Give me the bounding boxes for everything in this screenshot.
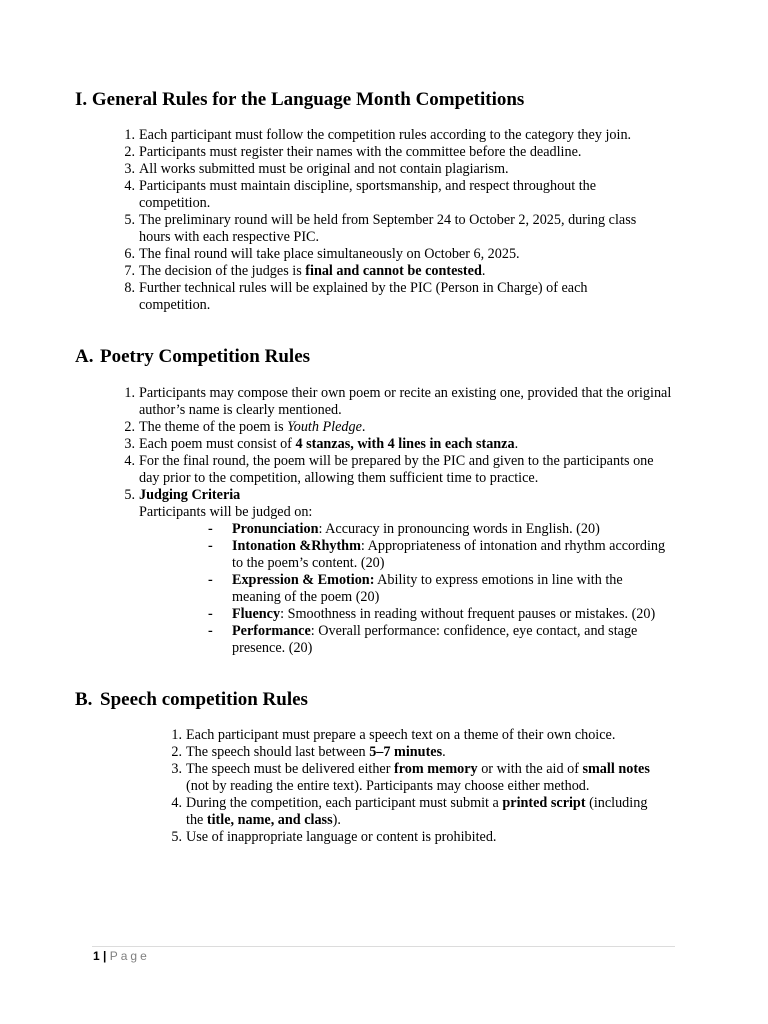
item-number: 2. bbox=[124, 144, 135, 160]
criteria-item bbox=[208, 572, 675, 606]
item-text-bold: title, name, and class bbox=[206, 812, 333, 828]
item-text-part: The theme of the poem is bbox=[139, 419, 288, 435]
item-text: The final round will take place simultaneously on October 6, 2025. bbox=[139, 246, 520, 262]
criteria-name: Fluency bbox=[232, 606, 281, 622]
item-text: Further technical rules will be explained by the PIC (Person in Charge) of each competition. bbox=[139, 280, 588, 313]
criteria-item bbox=[208, 623, 675, 657]
item-text bbox=[139, 419, 675, 436]
item-text-part: During the competition, each participant must submit a bbox=[186, 795, 503, 811]
item-text bbox=[186, 795, 667, 829]
item-text bbox=[186, 761, 667, 795]
criteria-item bbox=[208, 521, 675, 538]
item-number: 4. bbox=[171, 795, 182, 811]
item-number: 6. bbox=[124, 246, 135, 262]
item-text-bold: final and cannot be contested bbox=[305, 263, 482, 279]
criteria-item bbox=[208, 606, 675, 623]
item-text: Participants must maintain discipline, sportsmanship, and respect throughout the competition. bbox=[139, 178, 597, 211]
dash-bullet: - bbox=[208, 606, 213, 622]
item-text-part: . bbox=[514, 436, 519, 452]
page-number: 1 bbox=[93, 949, 100, 963]
poem-theme: Youth Pledge bbox=[287, 419, 362, 435]
item-number: 3. bbox=[124, 161, 135, 177]
list-item bbox=[115, 453, 675, 487]
footer-divider bbox=[92, 946, 675, 947]
item-text: Participants must register their names with the committee before the deadline. bbox=[139, 144, 582, 160]
item-number: 8. bbox=[124, 280, 135, 296]
item-text: Use of inappropriate language or content is prohibited. bbox=[186, 829, 497, 845]
item-text bbox=[139, 263, 655, 280]
list-item bbox=[115, 280, 655, 314]
section-letter: B. bbox=[75, 689, 93, 710]
item-text: Each participant must prepare a speech text on a theme of their own choice. bbox=[186, 727, 616, 743]
item-text: The preliminary round will be held from September 24 to October 2, 2025, during class hours with each respective PIC. bbox=[139, 212, 637, 245]
list-item bbox=[115, 127, 655, 144]
list-item bbox=[162, 829, 667, 846]
page-footer bbox=[93, 949, 150, 963]
item-text-bold: 4 stanzas, with 4 lines in each stanza bbox=[295, 436, 515, 452]
item-text-part: ). bbox=[332, 812, 341, 828]
item-text-part: The decision of the judges is bbox=[139, 263, 306, 279]
item-text-part: (not by reading the entire text). Participants may choose either method. bbox=[186, 778, 590, 794]
item-text bbox=[139, 436, 675, 453]
speech-rules-list bbox=[162, 727, 667, 846]
section-letter: A. bbox=[75, 346, 94, 367]
criteria-desc: Smoothness in reading without frequent pauses or mistakes. (20) bbox=[284, 606, 656, 622]
item-number: 1. bbox=[124, 385, 135, 401]
item-text: For the final round, the poem will be prepared by the PIC and given to the participants one day prior to the competition, allowing them sufficient time to practice. bbox=[139, 453, 654, 486]
criteria-sep: : bbox=[318, 521, 323, 537]
item-text-bold: small notes bbox=[582, 761, 650, 777]
item-number: 5. bbox=[171, 829, 182, 845]
criteria-sep: : bbox=[280, 606, 285, 622]
item-text: Participants may compose their own poem or recite an existing one, provided that the original author’s name is clearly mentioned. bbox=[139, 385, 672, 418]
speech-rules-heading bbox=[75, 689, 308, 711]
criteria-list bbox=[208, 521, 675, 657]
list-item bbox=[115, 419, 675, 436]
item-number: 5. bbox=[124, 487, 135, 503]
item-text-part: Each poem must consist of bbox=[139, 436, 296, 452]
item-number: 4. bbox=[124, 178, 135, 194]
item-text-part: The speech must be delivered either bbox=[186, 761, 394, 777]
list-item bbox=[115, 385, 675, 419]
list-item bbox=[115, 144, 655, 161]
list-item bbox=[162, 795, 667, 829]
criteria-name: Expression & Emotion: bbox=[232, 572, 375, 588]
list-item bbox=[115, 246, 655, 263]
list-item bbox=[162, 744, 667, 761]
item-text-part: or with the aid of bbox=[477, 761, 583, 777]
item-number: 5. bbox=[124, 212, 135, 228]
item-text bbox=[186, 744, 667, 761]
poetry-rules-heading bbox=[75, 346, 310, 368]
list-item bbox=[115, 212, 655, 246]
item-number: 7. bbox=[124, 263, 135, 279]
item-text-bold: 5–7 minutes bbox=[369, 744, 443, 760]
item-number: 4. bbox=[124, 453, 135, 469]
dash-bullet: - bbox=[208, 521, 213, 537]
criteria-desc: Overall performance: confidence, eye contact, and stage presence. (20) bbox=[232, 623, 638, 656]
criteria-name: Intonation &Rhythm bbox=[232, 538, 361, 554]
footer-separator: | bbox=[103, 949, 107, 963]
item-text: Each participant must follow the competition rules according to the category they join. bbox=[139, 127, 632, 143]
general-rules-heading: I. General Rules for the Language Month Competitions bbox=[75, 89, 525, 110]
general-rules-list bbox=[115, 127, 655, 314]
list-item bbox=[115, 161, 655, 178]
criteria-desc: Accuracy in pronouncing words in English. (20) bbox=[322, 521, 600, 537]
list-item bbox=[115, 487, 675, 657]
list-item bbox=[162, 727, 667, 744]
item-text-part: . bbox=[361, 419, 366, 435]
criteria-item bbox=[208, 538, 675, 572]
poetry-rules-list bbox=[115, 385, 675, 657]
item-number: 3. bbox=[171, 761, 182, 777]
criteria-desc: Ability to express emotions in line with the meaning of the poem (20) bbox=[232, 572, 623, 605]
section-title: Poetry Competition Rules bbox=[100, 346, 311, 367]
item-text-part: The speech should last between bbox=[186, 744, 370, 760]
list-item bbox=[115, 263, 655, 280]
judging-criteria-title: Judging Criteria bbox=[139, 487, 241, 503]
criteria-name: Performance bbox=[232, 623, 311, 639]
dash-bullet: - bbox=[208, 538, 213, 554]
list-item bbox=[115, 178, 655, 212]
item-number: 2. bbox=[124, 419, 135, 435]
item-number: 1. bbox=[171, 727, 182, 743]
list-item bbox=[115, 436, 675, 453]
criteria-name: Pronunciation bbox=[232, 521, 319, 537]
item-number: 1. bbox=[124, 127, 135, 143]
dash-bullet: - bbox=[208, 623, 213, 639]
item-text-part: . bbox=[442, 744, 446, 760]
criteria-desc: Appropriateness of intonation and rhythm according to the poem’s content. (20) bbox=[232, 538, 666, 571]
dash-bullet: - bbox=[208, 572, 213, 588]
item-number: 2. bbox=[171, 744, 182, 760]
item-text-part: (including the bbox=[186, 795, 648, 828]
item-text-bold: from memory bbox=[394, 761, 478, 777]
item-text: All works submitted must be original and not contain plagiarism. bbox=[139, 161, 509, 177]
list-item bbox=[162, 761, 667, 795]
criteria-sep: : bbox=[360, 538, 365, 554]
section-title: Speech competition Rules bbox=[100, 689, 308, 710]
page-label: Page bbox=[109, 949, 150, 963]
item-text-bold: printed script bbox=[502, 795, 586, 811]
criteria-sep: : bbox=[310, 623, 315, 639]
item-text-part: . bbox=[481, 263, 486, 279]
judging-criteria-intro: Participants will be judged on: bbox=[139, 504, 313, 520]
item-number: 3. bbox=[124, 436, 135, 452]
